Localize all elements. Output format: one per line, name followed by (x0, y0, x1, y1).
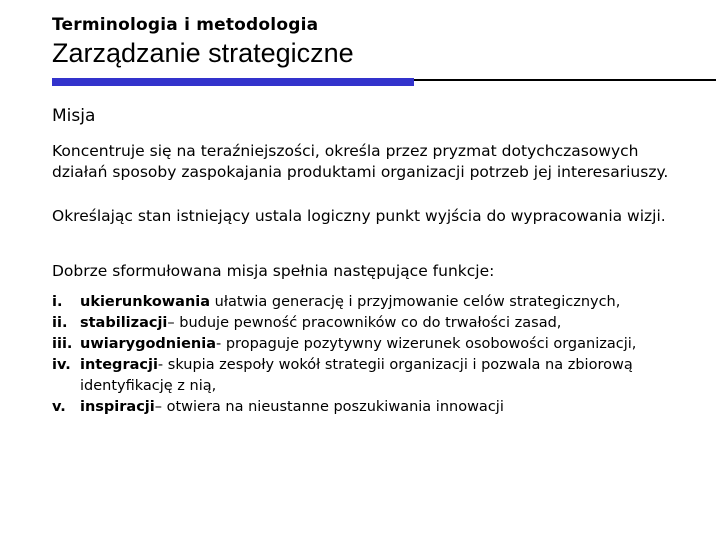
list-item-term: inspiracji (80, 399, 155, 415)
title-accent-bar (52, 78, 414, 86)
list-item-number: ii. (52, 315, 68, 331)
list-item-description: - skupia zespoły wokół strategii organizacji i pozwala na zbiorową identyfikację z nią, (80, 357, 633, 394)
list-item-number: iv. (52, 357, 71, 373)
mission-paragraph-2: Określając stan istniejący ustala logiczny punkt wyjścia do wypracowania wizji. (52, 207, 666, 225)
list-item (52, 355, 692, 397)
list-item-description: – buduje pewność pracowników co do trwałości zasad, (167, 315, 562, 331)
list-item-term: stabilizacji (80, 315, 168, 331)
list-item (52, 397, 692, 418)
list-item (52, 292, 692, 313)
list-item (52, 313, 692, 334)
section-heading: Misja (52, 106, 96, 126)
list-item-term: uwiarygodnienia (80, 336, 217, 352)
list-item-number: v. (52, 399, 66, 415)
list-item-term: integracji (80, 357, 158, 373)
slide-title: Zarządzanie strategiczne (52, 38, 354, 68)
list-item-description: - propaguje pozytywny wizerunek osobowości organizacji, (216, 336, 637, 352)
mission-paragraph-1: Koncentruje się na teraźniejszości, określa przez pryzmat dotychczasowych działań sposoby zaspokajania produktami organizacji potrzeb jej interesariuszy. (52, 142, 669, 181)
functions-list (52, 292, 692, 418)
list-item-description: ułatwia generację i przyjmowanie celów strategicznych, (210, 294, 621, 310)
list-item-term: ukierunkowania (80, 294, 211, 310)
slide-supertitle: Terminologia i metodologia (52, 15, 319, 35)
list-item (52, 334, 692, 355)
list-item-number: iii. (52, 336, 73, 352)
list-item-description: – otwiera na nieustanne poszukiwania innowacji (154, 399, 504, 415)
functions-intro: Dobrze sformułowana misja spełnia następujące funkcje: (52, 262, 495, 280)
list-item-number: i. (52, 294, 63, 310)
